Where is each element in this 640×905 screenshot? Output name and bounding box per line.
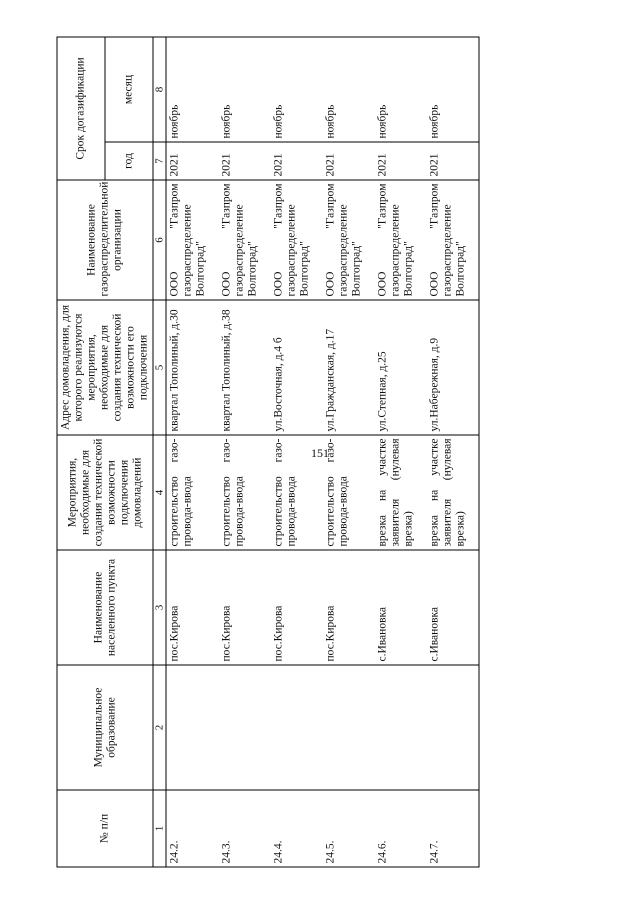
row-settlement: пос.Кирова: [271, 550, 323, 665]
row-address: ул.Степная, д.25: [375, 300, 427, 435]
row-settlement: с.Ивановка: [427, 550, 480, 665]
row-year: 2021: [323, 142, 375, 180]
column-number-row: [153, 37, 166, 867]
table-row: [375, 37, 427, 867]
row-year: 2021: [166, 142, 219, 180]
row-municipality: [219, 665, 271, 790]
row-year: 2021: [375, 142, 427, 180]
table-row: [219, 37, 271, 867]
header-month: месяц: [105, 37, 153, 142]
header-year: год: [105, 142, 153, 180]
column-number: 1: [153, 790, 166, 867]
row-municipality: [271, 665, 323, 790]
row-address: ул.Восточная, д.4 б: [271, 300, 323, 435]
row-num: 24.4.: [271, 790, 323, 867]
row-address: квартал Тополиный, д.30: [166, 300, 219, 435]
row-settlement: пос.Кирова: [323, 550, 375, 665]
row-month: ноябрь: [219, 37, 271, 142]
row-organization: ООО "Газпром газораспределение Волгоград": [375, 180, 427, 300]
column-number: 5: [153, 300, 166, 435]
header-settlement: Наименование населенного пункта: [57, 550, 153, 665]
row-measures: врезка на участке заявителя (нулевая врезка): [427, 435, 480, 550]
row-num: 24.6.: [375, 790, 427, 867]
header-address: Адрес домовладения, для которого реализуются мероприятия, необходимые для создания технической возможности его подключения: [57, 300, 153, 435]
row-address: ул.Набережная, д.9: [427, 300, 480, 435]
row-month: ноябрь: [166, 37, 219, 142]
row-address: квартал Тополиный, д.38: [219, 300, 271, 435]
gasification-table: [57, 36, 480, 867]
row-year: 2021: [219, 142, 271, 180]
row-municipality: [375, 665, 427, 790]
row-num: 24.5.: [323, 790, 375, 867]
row-measures: строительство газо-провода-ввода: [271, 435, 323, 550]
header-organization: Наименование газораспределительной организации: [57, 180, 153, 300]
header-municipality: Муниципальное образование: [57, 665, 153, 790]
table-row: [271, 37, 323, 867]
column-number: 6: [153, 180, 166, 300]
row-organization: ООО "Газпром газораспределение Волгоград": [323, 180, 375, 300]
table-row: [427, 37, 480, 867]
row-month: ноябрь: [323, 37, 375, 142]
row-municipality: [323, 665, 375, 790]
table-row: [166, 37, 219, 867]
row-municipality: [166, 665, 219, 790]
row-settlement: с.Ивановка: [375, 550, 427, 665]
row-measures: врезка на участке заявителя (нулевая врезка): [375, 435, 427, 550]
page-number: 151: [311, 446, 329, 460]
row-year: 2021: [427, 142, 480, 180]
row-municipality: [427, 665, 480, 790]
row-num: 24.3.: [219, 790, 271, 867]
row-measures: строительство газо-провода-ввода: [166, 435, 219, 550]
header-term: Срок догазификации: [57, 37, 105, 180]
row-month: ноябрь: [375, 37, 427, 142]
row-num: 24.2.: [166, 790, 219, 867]
header-row: [57, 37, 105, 867]
table-row: [323, 37, 375, 867]
row-organization: ООО "Газпром газораспределение Волгоград": [427, 180, 480, 300]
row-month: ноябрь: [271, 37, 323, 142]
row-organization: ООО "Газпром газораспределение Волгоград": [219, 180, 271, 300]
rotated-table-container: [57, 37, 592, 867]
column-number: 7: [153, 142, 166, 180]
row-measures: строительство газо-провода-ввода: [323, 435, 375, 550]
header-measures: Мероприятия, необходимые для создания технической возможности подключения домовладений: [57, 435, 153, 550]
row-address: ул.Гражданская, д.17: [323, 300, 375, 435]
column-number: 8: [153, 37, 166, 142]
row-measures: строительство газо-провода-ввода: [219, 435, 271, 550]
row-settlement: пос.Кирова: [219, 550, 271, 665]
row-num: 24.7.: [427, 790, 480, 867]
row-organization: ООО "Газпром газораспределение Волгоград": [166, 180, 219, 300]
column-number: 3: [153, 550, 166, 665]
row-month: ноябрь: [427, 37, 480, 142]
row-year: 2021: [271, 142, 323, 180]
row-settlement: пос.Кирова: [166, 550, 219, 665]
column-number: 4: [153, 435, 166, 550]
column-number: 2: [153, 665, 166, 790]
header-num: № п/п: [57, 790, 153, 867]
row-organization: ООО "Газпром газораспределение Волгоград": [271, 180, 323, 300]
